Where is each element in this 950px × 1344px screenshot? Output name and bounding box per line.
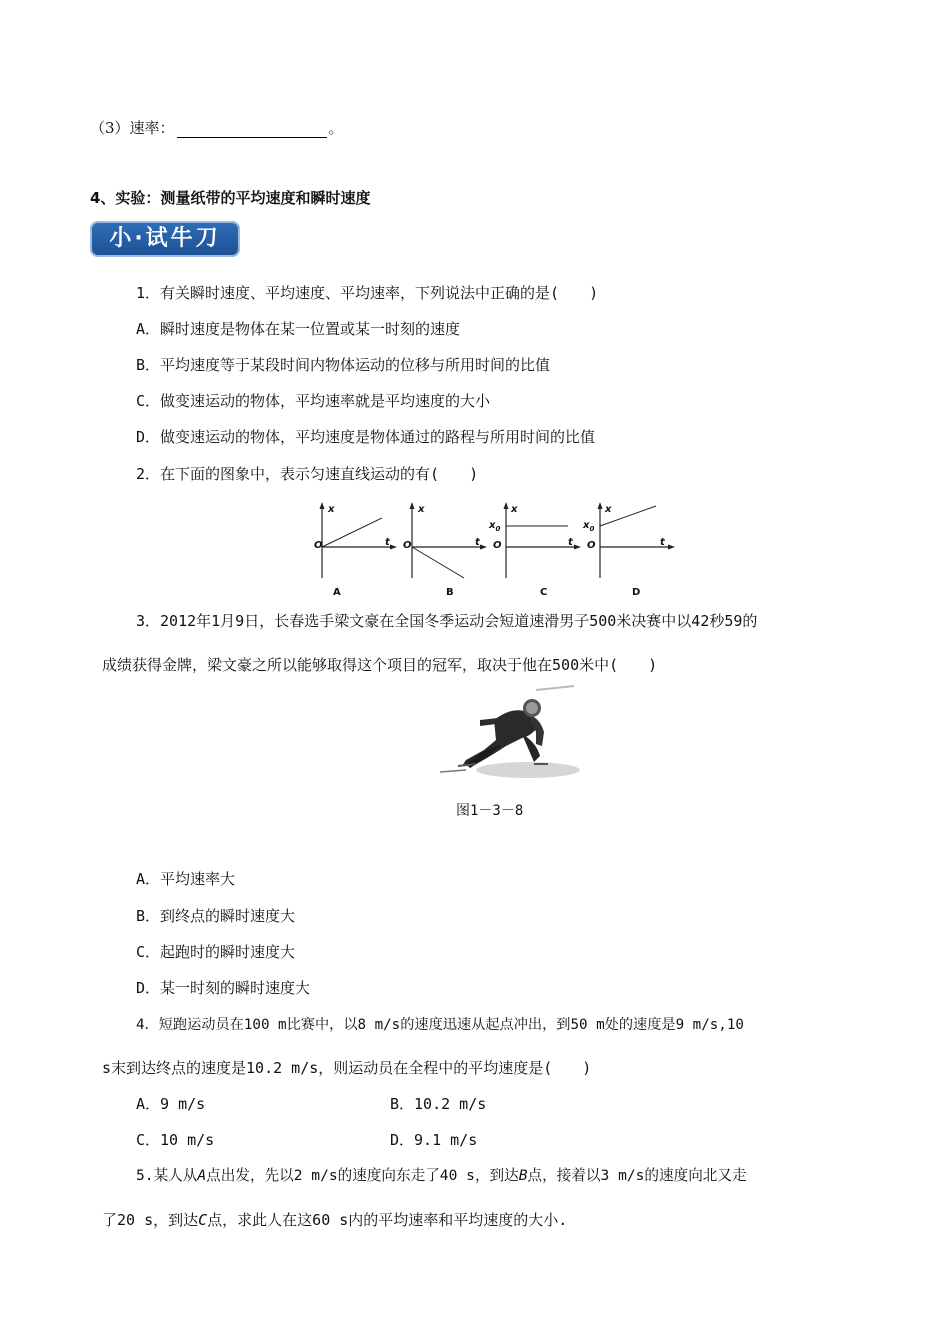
q3-rate-end: 。 — [328, 119, 344, 137]
q3-option-c: C．起跑时的瞬时速度大 — [136, 943, 296, 961]
section-4-title: 4、实验：测量纸带的平均速度和瞬时速度 — [90, 189, 371, 207]
practice-banner: 小·试牛刀 — [90, 221, 240, 257]
answer-blank[interactable] — [177, 123, 327, 138]
q1-stem: 1．有关瞬时速度、平均速度、平均速率，下列说法中正确的是( ) — [136, 284, 599, 302]
q3-rate-line — [90, 118, 344, 138]
graph-d-x-label: t — [660, 537, 665, 548]
q5-line-1 — [136, 1166, 747, 1186]
q5-text: 点，求此人在这60 s内的平均速率和平均速度的大小. — [207, 1211, 568, 1229]
q5-text: 了20 s，到达 — [102, 1211, 199, 1229]
q1-option-a: A．瞬时速度是物体在某一位置或某一时刻的速度 — [136, 320, 461, 338]
graph-c-caption: C — [540, 587, 548, 598]
q5-line-2 — [102, 1210, 567, 1230]
graph-b-origin: O — [403, 540, 412, 551]
point-c: C — [198, 1211, 208, 1229]
q1-option-c: C．做变速运动的物体，平均速率就是平均速度的大小 — [136, 392, 491, 410]
q5-text: 点出发，先以2 m/s的速度向东走了40 s，到达 — [206, 1167, 519, 1184]
q3-line-2: 成绩获得金牌，梁文豪之所以能够取得这个项目的冠军，取决于他在500米中( ) — [102, 656, 658, 674]
q3-option-a: A．平均速率大 — [136, 870, 236, 888]
graph-a-x-label: t — [385, 537, 390, 548]
q4-option-a: A．9 m/s — [136, 1095, 206, 1113]
point-a: A — [197, 1167, 207, 1184]
q3-rate-label: （3）速率： — [90, 119, 175, 137]
q3-option-d: D．某一时刻的瞬时速度大 — [136, 979, 311, 997]
graph-b-x-label: t — [475, 537, 480, 548]
figure-caption: 图1－3－8 — [456, 803, 524, 819]
q4-option-b: B．10.2 m/s — [390, 1095, 487, 1113]
graph-a-y-label: x — [328, 504, 335, 515]
graph-d-origin: O — [587, 540, 596, 551]
graph-c-x0-label: $x_0$ — [489, 520, 501, 533]
point-b: B — [518, 1167, 528, 1184]
graph-b-y-label: x — [418, 504, 425, 515]
q3-option-b: B．到终点的瞬时速度大 — [136, 907, 296, 925]
graph-d-caption: D — [632, 587, 641, 598]
q5-text: 点，接着以3 m/s的速度向北又走 — [527, 1167, 747, 1184]
q5-text: 5.某人从 — [136, 1167, 198, 1184]
graph-a-origin: O — [314, 540, 323, 551]
graph-d-x0-label: $x_0$ — [583, 520, 595, 533]
graph-d-y-label: x — [605, 504, 612, 515]
q1-option-b: B．平均速度等于某段时间内物体运动的位移与所用时间的比值 — [136, 356, 551, 374]
graph-c-origin: O — [493, 540, 502, 551]
q3-line-1: 3．2012年1月9日，长春选手梁文豪在全国冬季运动会短道速滑男子500米决赛中以42秒59的 — [136, 612, 758, 630]
graph-c-x-label: t — [568, 537, 573, 548]
q4-line-2: s末到达终点的速度是10.2 m/s，则运动员在全程中的平均速度是( ) — [102, 1059, 592, 1077]
q4-line-1: 4．短跑运动员在100 m比赛中，以8 m/s的速度迅速从起点冲出，到50 m处的速度是9 m/s,10 — [136, 1017, 744, 1033]
graph-a-caption: A — [333, 587, 341, 598]
q2-stem: 2．在下面的图象中，表示匀速直线运动的有( ) — [136, 465, 479, 483]
q1-option-d: D．做变速运动的物体，平均速度是物体通过的路程与所用时间的比值 — [136, 428, 596, 446]
graph-c-y-label: x — [511, 504, 518, 515]
q4-option-c: C．10 m/s — [136, 1131, 215, 1149]
skater-image — [436, 684, 586, 780]
q4-option-d: D．9.1 m/s — [390, 1131, 478, 1149]
graph-b-caption: B — [446, 587, 454, 598]
